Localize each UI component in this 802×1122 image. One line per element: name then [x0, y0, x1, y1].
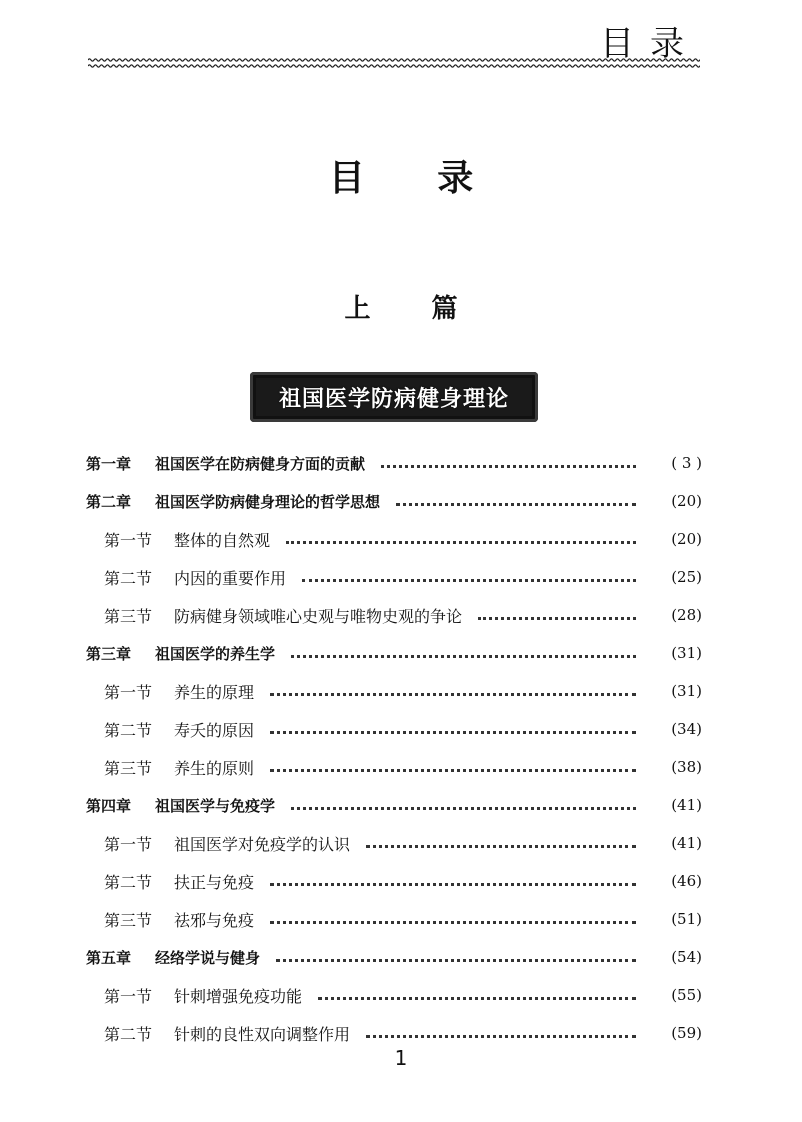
toc-section-entry [86, 558, 702, 596]
page-title: 目 录 [328, 158, 504, 199]
dot-leader [366, 1035, 636, 1038]
entry-title: 针刺的良性双向调整作用 [174, 1024, 351, 1044]
dot-leader [381, 465, 636, 468]
running-head: 目录 [600, 24, 700, 64]
entry-page: (31) [671, 682, 702, 700]
entry-title: 针刺增强免疫功能 [174, 986, 303, 1006]
entry-page: (46) [671, 872, 702, 890]
dot-leader [366, 845, 636, 848]
dot-leader [478, 617, 636, 620]
entry-number: 第一节 [104, 682, 153, 702]
entry-title: 养生的原则 [174, 758, 255, 778]
entry-title: 经络学说与健身 [155, 948, 261, 967]
entry-number: 第四章 [86, 796, 132, 815]
toc-chapter-entry [86, 938, 702, 976]
entry-page: (41) [671, 834, 702, 852]
dot-leader [270, 769, 636, 772]
dot-leader [291, 655, 636, 658]
toc-chapter-entry [86, 786, 702, 824]
page-number: 1 [394, 1046, 408, 1070]
dot-leader [276, 959, 636, 962]
toc-section-entry [86, 596, 702, 634]
dot-leader [270, 731, 636, 734]
toc-section-entry [86, 672, 702, 710]
entry-number: 第二章 [86, 492, 132, 511]
entry-page: (54) [671, 948, 702, 966]
entry-number: 第二节 [104, 872, 153, 892]
entry-page: (59) [671, 1024, 702, 1042]
toc-chapter-entry [86, 482, 702, 520]
entry-page: (28) [671, 606, 702, 624]
decorative-wave-rule [88, 56, 700, 70]
dot-leader [396, 503, 636, 506]
entry-number: 第一节 [104, 834, 153, 854]
entry-title: 祖国医学与免疫学 [155, 796, 276, 815]
entry-page: (34) [671, 720, 702, 738]
part-title: 上 篇 [344, 294, 484, 324]
toc-section-entry [86, 862, 702, 900]
part-banner [250, 372, 538, 422]
entry-title: 防病健身领域唯心史观与唯物史观的争论 [174, 606, 463, 626]
entry-page: (20) [671, 492, 702, 510]
toc-section-entry [86, 976, 702, 1014]
dot-leader [270, 883, 636, 886]
entry-title: 养生的原理 [174, 682, 255, 702]
entry-title: 扶正与免疫 [174, 872, 255, 892]
toc-chapter-entry [86, 444, 702, 482]
entry-page: (55) [671, 986, 702, 1004]
dot-leader [291, 807, 636, 810]
toc-section-entry [86, 824, 702, 862]
toc-section-entry [86, 748, 702, 786]
toc-chapter-entry [86, 634, 702, 672]
entry-title: 内因的重要作用 [174, 568, 287, 588]
entry-page: (20) [671, 530, 702, 548]
entry-title: 祖国医学防病健身理论的哲学思想 [155, 492, 381, 511]
entry-number: 第三章 [86, 644, 132, 663]
entry-page: (25) [671, 568, 702, 586]
entry-page: (31) [671, 644, 702, 662]
entry-number: 第三节 [104, 758, 153, 778]
entry-title: 祖国医学对免疫学的认识 [174, 834, 351, 854]
toc-section-entry [86, 710, 702, 748]
entry-number: 第三节 [104, 606, 153, 626]
table-of-contents [86, 444, 702, 1052]
entry-number: 第一节 [104, 986, 153, 1006]
entry-number: 第一章 [86, 454, 132, 473]
entry-number: 第二节 [104, 568, 153, 588]
entry-page: ( 3 ) [671, 454, 702, 472]
entry-page: (51) [671, 910, 702, 928]
entry-title: 祖国医学的养生学 [155, 644, 276, 663]
entry-title: 寿夭的原因 [174, 720, 255, 740]
entry-title: 祛邪与免疫 [174, 910, 255, 930]
entry-page: (41) [671, 796, 702, 814]
entry-page: (38) [671, 758, 702, 776]
entry-number: 第二节 [104, 1024, 153, 1044]
entry-number: 第三节 [104, 910, 153, 930]
banner-text: 祖国医学防病健身理论 [278, 386, 509, 412]
dot-leader [318, 997, 636, 1000]
entry-number: 第二节 [104, 720, 153, 740]
entry-title: 祖国医学在防病健身方面的贡献 [155, 454, 366, 473]
toc-section-entry [86, 900, 702, 938]
toc-section-entry [86, 520, 702, 558]
entry-number: 第一节 [104, 530, 153, 550]
dot-leader [270, 921, 636, 924]
dot-leader [302, 579, 636, 582]
dot-leader [270, 693, 636, 696]
entry-title: 整体的自然观 [174, 530, 271, 550]
entry-number: 第五章 [86, 948, 132, 967]
dot-leader [286, 541, 636, 544]
